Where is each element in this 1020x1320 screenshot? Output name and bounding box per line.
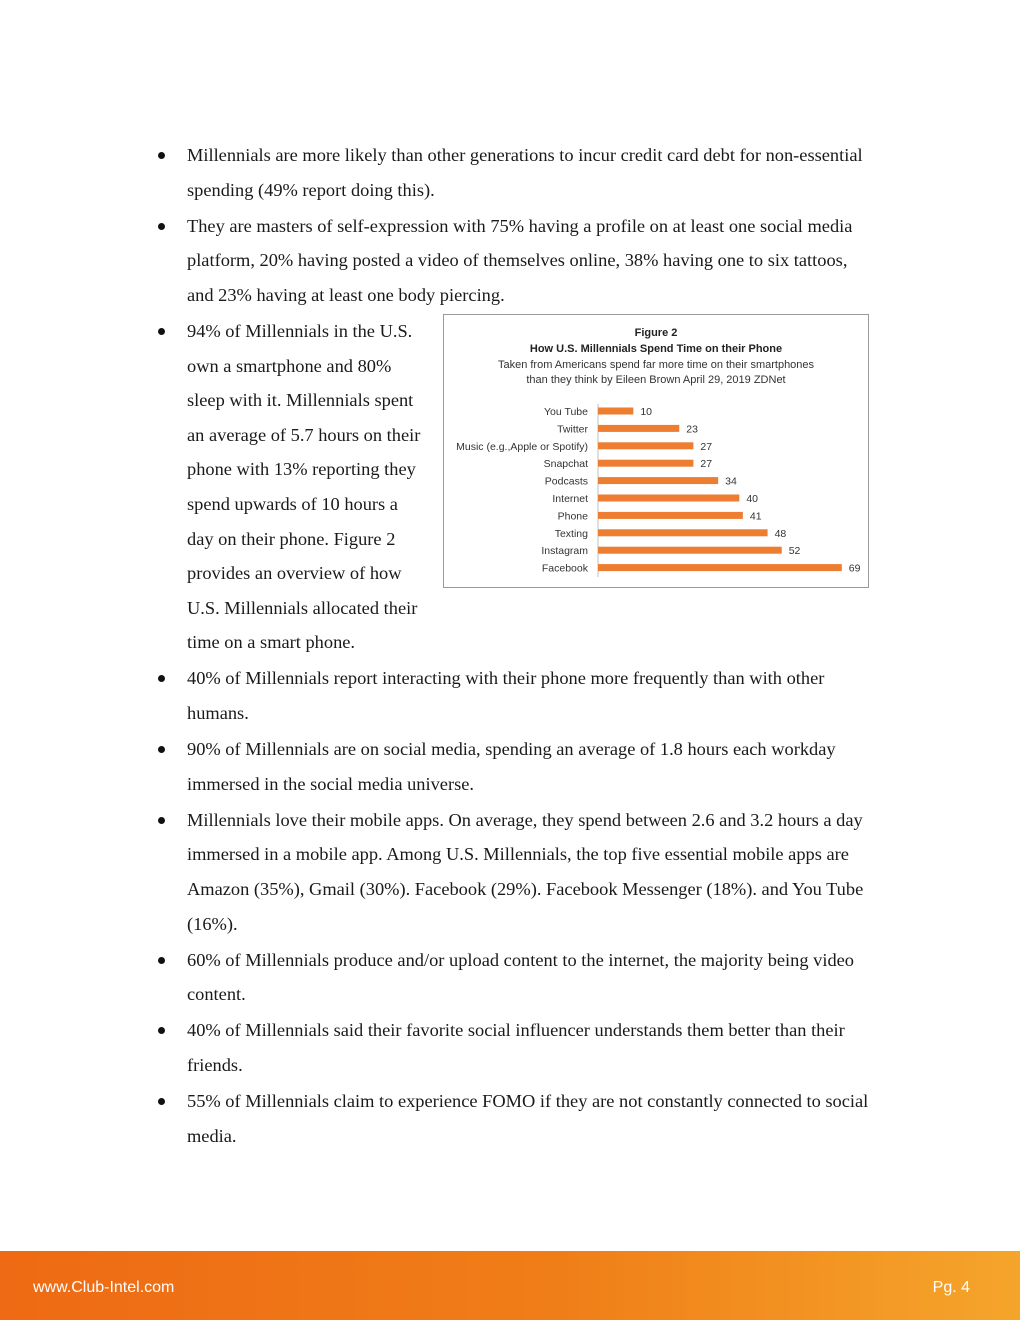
figure-2-chart (443, 314, 869, 588)
chart-subtitle-line-1: Taken from Americans spend far more time on their smartphones (497, 358, 815, 371)
bar (598, 529, 768, 536)
value-label: 48 (774, 527, 787, 540)
bullet-phone-vs-humans (157, 661, 872, 730)
bullet-social-influencer (157, 1013, 872, 1082)
page-number: Pg. 4 (932, 1279, 970, 1296)
bullet-credit-card-debt (157, 138, 872, 207)
bullet-mobile-apps (157, 803, 872, 941)
bullet-text: 94% of Millennials in the U.S. own a smartphone and 80% sleep with it. Millennials spent an average of 5.7 hours on their phone with 13% reporting they spend upwards of 10 hours a day on their phone. Figure 2 provides an overview of how U.S. Millennials allocated their time on a smart phone. (187, 320, 421, 653)
category-label: Twitter (557, 423, 588, 436)
bar (598, 512, 743, 519)
category-label: Phone (557, 510, 588, 523)
value-label: 34 (725, 475, 737, 488)
bullet-text: Millennials love their mobile apps. On average, they spend between 2.6 and 3.2 hours a day immersed in a mobile app. Among U.S. Millennials, the top five essential mobile apps are Amazon (35%), Gmail (30%). Facebook (29%). Facebook Messenger (18%). and You Tube (16%). (187, 809, 864, 934)
bar (598, 407, 633, 414)
category-label: Podcasts (544, 475, 588, 488)
chart-title: How U.S. Millennials Spend Time on their Phone (529, 342, 783, 355)
bar (598, 547, 782, 554)
category-label: Internet (552, 492, 588, 505)
value-label: 40 (746, 492, 759, 505)
category-label: Facebook (541, 562, 588, 575)
bullet-text: 90% of Millennials are on social media, spending an average of 1.8 hours each workday immersed in the social media universe. (187, 739, 836, 794)
bar (598, 425, 679, 432)
value-label: 23 (686, 423, 698, 436)
bullet-social-media-time (157, 732, 872, 801)
category-label: Music (e.g.,Apple or Spotify) (456, 440, 588, 453)
bullet-text: 60% of Millennials produce and/or upload content to the internet, the majority being video content. (187, 949, 855, 1005)
bar (598, 494, 739, 501)
bullet-smartphone-ownership (157, 314, 872, 660)
chart-subtitle-line-2: than they think by Eileen Brown April 29, 2019 ZDNet (526, 373, 786, 386)
bullet-text: Millennials are more likely than other generations to incur credit card debt for non-essential spending (49% report doing this). (187, 145, 863, 200)
value-label: 52 (788, 545, 801, 558)
category-label: Texting (554, 527, 588, 540)
category-label: Instagram (541, 545, 588, 558)
bar (598, 477, 718, 484)
bullet-text: They are masters of self-expression with 75% having a profile on at least one social media platform, 20% having posted a video of themselves online, 38% having one to six tattoos, and 23% having at least one body piercing. (187, 215, 853, 305)
bullet-text: 55% of Millennials claim to experience FOMO if they are not constantly connected to social media. (187, 1091, 869, 1146)
category-label: Snapchat (543, 458, 588, 471)
bar (598, 564, 842, 571)
value-label: 27 (700, 440, 713, 453)
bullet-content-upload (157, 943, 872, 1012)
footer-website-link[interactable]: www.Club-Intel.com (33, 1279, 175, 1296)
bar (598, 460, 693, 467)
bullet-text: 40% of Millennials said their favorite social influencer understands them better than their friends. (187, 1020, 845, 1075)
value-label: 41 (749, 510, 762, 523)
value-label: 27 (700, 458, 713, 471)
bullet-fomo (157, 1084, 872, 1153)
figure-label: Figure 2 (634, 326, 678, 339)
bar-chart (444, 315, 868, 587)
value-label: 10 (640, 405, 653, 418)
bullet-list (157, 138, 872, 1153)
bullet-self-expression (157, 209, 872, 313)
bar (598, 442, 693, 449)
value-label: 69 (848, 562, 861, 575)
bars-group (456, 406, 861, 575)
page-footer (0, 1251, 1020, 1320)
page-content (157, 138, 872, 1155)
bullet-text: 40% of Millennials report interacting with their phone more frequently than with other humans. (187, 668, 825, 723)
category-label: You Tube (544, 405, 588, 418)
